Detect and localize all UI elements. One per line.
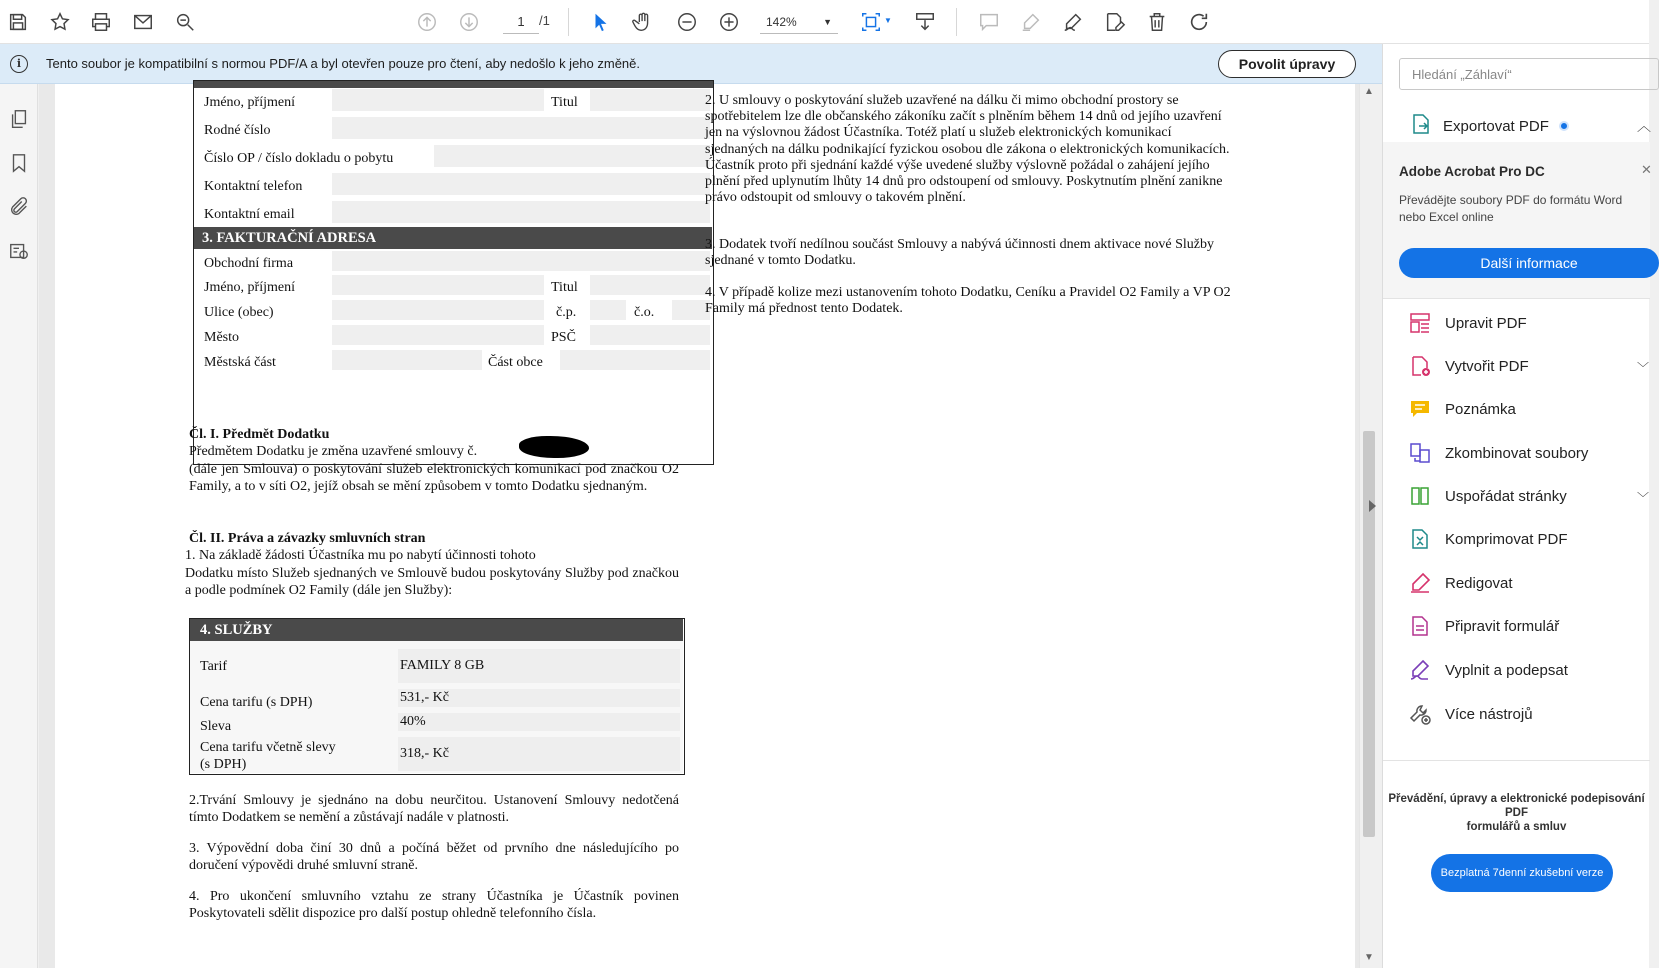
- tool-edit-pdf[interactable]: [1407, 310, 1527, 336]
- form-label: Titul: [551, 280, 578, 295]
- notice-message: Tento soubor je kompatibilní s normou PDF/A a byl otevřen pouze pro čtení, aby nedošlo k jeho změně.: [46, 56, 641, 71]
- tools-pane: [1382, 44, 1652, 968]
- tool-label: Komprimovat PDF: [1445, 530, 1568, 548]
- email-field[interactable]: [332, 201, 710, 223]
- tool-label: Vytvořit PDF: [1445, 357, 1529, 375]
- paragraph-duration: 2.Trvání Smlouvy je sjednáno na dobu neurčitou. Ustanovení Smlouvy nedotčená tímto Dodatkem se nemění a zůstávají nadále v platnosti.: [189, 793, 679, 825]
- form-label: Kontaktní telefon: [204, 179, 303, 194]
- article-2-line: 1. Na základě žádosti Účastníka mu po nabytí účinnosti tohoto: [185, 548, 536, 563]
- pdf-page: [55, 84, 1355, 968]
- section-title-services: 4. SLUŽBY: [190, 619, 683, 641]
- bookmark-star-icon[interactable]: [46, 8, 74, 36]
- company-field[interactable]: [332, 251, 710, 271]
- comment-icon: [1407, 396, 1433, 422]
- article-2-heading: Čl. II. Práva a závazky smluvních stran: [189, 531, 426, 546]
- create-pdf-icon: [1407, 353, 1433, 379]
- promo-card: [1383, 142, 1650, 298]
- scroll-up-arrow[interactable]: ▲: [1364, 86, 1374, 97]
- form-label: Jméno, příjmení: [204, 280, 295, 295]
- service-label: Cena tarifu včetně slevy: [200, 740, 336, 755]
- discount-value-cell: [398, 713, 680, 731]
- form-label: Ulice (obec): [204, 305, 274, 320]
- form-label: č.o.: [634, 305, 655, 320]
- draw-signature-icon[interactable]: [1059, 8, 1087, 36]
- highlight-pen-icon[interactable]: [1017, 8, 1045, 36]
- promo-description: Převádějte soubory PDF do formátu Word nebo Excel online: [1399, 193, 1623, 224]
- tool-organize-pages[interactable]: [1407, 483, 1567, 509]
- services-table: [189, 618, 685, 775]
- tool-combine-files[interactable]: [1407, 440, 1588, 466]
- document-scrollbar[interactable]: [1359, 84, 1377, 968]
- edit-pdf-icon: [1407, 310, 1433, 336]
- page-total: /1: [539, 13, 550, 28]
- promo-footer-text: [1383, 792, 1650, 834]
- previous-page-icon[interactable]: [413, 8, 441, 36]
- form-label: Městská část: [204, 355, 276, 370]
- service-label: (s DPH): [200, 757, 247, 772]
- tool-create-pdf[interactable]: [1407, 353, 1529, 379]
- chevron-down-icon: ▼: [823, 16, 832, 27]
- toolbar-divider: [568, 8, 569, 36]
- article-1-body: (dále jen Smlouva) o poskytování služeb elektronických komunikací pod značkou O2 Family, a to v síti O2, jejíž obsah se mění způsobem v tomto Dodatku sjednaným.: [189, 462, 679, 494]
- footer-line: formulářů a smluv: [1466, 821, 1567, 833]
- customer-form-table: [193, 80, 714, 465]
- birth-number-field[interactable]: [332, 117, 710, 139]
- section-title-billing: 3. FAKTURAČNÍ ADRESA: [194, 227, 712, 249]
- service-value: FAMILY 8 GB: [400, 658, 485, 673]
- new-badge-dot: [1559, 121, 1569, 131]
- zoom-value: 142%: [766, 14, 797, 29]
- form-label: Kontaktní email: [204, 207, 295, 222]
- signatures-panel-icon[interactable]: [6, 238, 32, 264]
- tool-label: Upravit PDF: [1445, 314, 1527, 332]
- city-part-field[interactable]: [560, 350, 710, 370]
- form-label: Rodné číslo: [204, 123, 271, 138]
- tool-compress-pdf[interactable]: [1407, 526, 1568, 552]
- house-number-field[interactable]: [590, 300, 626, 320]
- form-label: Obchodní firma: [204, 256, 294, 271]
- form-label: č.p.: [556, 305, 577, 320]
- save-icon[interactable]: [4, 8, 32, 36]
- page-number-input[interactable]: [503, 10, 539, 34]
- form-label: Část obce: [488, 355, 543, 370]
- right-paragraph-2: 2. U smlouvy o poskytování služeb uzavřené na dálku či mimo obchodní prostory se spotřebitelem lze dle občanského zákoníku začít s plněním během 14 dnů od jejího uzavření jen na výslovnou žádost Účastníka. Totéž platí u služeb elektronických komunikací sjednaných na dálku podnikající fyzickou osobou dle zákona o elektronických komunikacích. Účastník proto při sjednání každé výše uvedené služby výslovně požádal o zahájení jejího plnění před uplynutím lhůty 14 dnů pro odstoupení od smlouvy. Poskytnutím plnění zanikne právo odstoupit od smlouvy o takovém plnění.: [705, 93, 1230, 206]
- bookmarks-icon[interactable]: [6, 150, 32, 176]
- right-paragraph-3: 3. Dodatek tvoří nedílnou součást Smlouvy a nabývá účinnosti dnem aktivace nové Služby sjednané v tomto Dodatku.: [705, 237, 1214, 269]
- tool-redact[interactable]: [1407, 570, 1513, 596]
- email-icon[interactable]: [129, 8, 157, 36]
- street-field[interactable]: [332, 300, 544, 320]
- redact-icon: [1407, 570, 1433, 596]
- zoom-select[interactable]: [760, 10, 838, 34]
- redaction-mark: [519, 436, 589, 458]
- info-icon: i: [10, 55, 28, 73]
- left-navigation-rail: [0, 84, 38, 968]
- phone-field[interactable]: [332, 173, 710, 195]
- hand-tool-icon[interactable]: [629, 8, 657, 36]
- name-field[interactable]: [332, 89, 544, 111]
- select-cursor-icon[interactable]: [587, 8, 615, 36]
- footer-line: Převádění, úpravy a elektronické podepisování PDF: [1388, 793, 1645, 819]
- read-only-notice-bar: [0, 44, 1382, 84]
- main-toolbar: [0, 0, 1649, 44]
- compress-pdf-icon: [1407, 526, 1433, 552]
- id-number-field[interactable]: [434, 145, 710, 167]
- tool-label: Redigovat: [1445, 574, 1513, 592]
- chevron-down-icon[interactable]: ﹀: [1637, 491, 1650, 505]
- export-pdf-label: Exportovat PDF: [1443, 117, 1549, 135]
- service-value: 531,- Kč: [400, 690, 449, 705]
- tool-prepare-form[interactable]: [1407, 613, 1559, 639]
- export-pdf-item[interactable]: [1409, 112, 1569, 140]
- scroll-down-arrow[interactable]: ▼: [1364, 952, 1374, 963]
- tool-label: Vyplnit a podepsat: [1445, 661, 1568, 679]
- enable-editing-button[interactable]: Povolit úpravy: [1218, 50, 1356, 78]
- fill-sign-icon: [1407, 657, 1433, 683]
- tool-label: Zkombinovat soubory: [1445, 444, 1589, 462]
- city-field[interactable]: [332, 325, 544, 345]
- zoom-in-icon[interactable]: [715, 8, 743, 36]
- rotate-icon[interactable]: [1185, 8, 1213, 36]
- tools-search-input[interactable]: Hledání „Záhlaví“: [1399, 58, 1659, 90]
- form-label: Jméno, příjmení: [204, 95, 295, 110]
- next-page-icon[interactable]: [455, 8, 483, 36]
- free-trial-button[interactable]: Bezplatná 7denní zkušební verze: [1431, 854, 1613, 892]
- close-icon[interactable]: ✕: [1641, 162, 1652, 177]
- postal-code-field[interactable]: [590, 325, 710, 345]
- service-label: Cena tarifu (s DPH): [200, 695, 313, 710]
- scroll-thumb[interactable]: [1363, 431, 1375, 837]
- article-1-line: Předmětem Dodatku je změna uzavřené smlouvy č.: [189, 444, 478, 459]
- section-header-strip: [194, 81, 713, 88]
- title-field[interactable]: [590, 89, 710, 111]
- tool-label: Připravit formulář: [1445, 617, 1560, 635]
- scroll-mode-icon[interactable]: [911, 8, 939, 36]
- form-label: Titul: [551, 95, 578, 110]
- delete-icon[interactable]: [1143, 8, 1171, 36]
- right-paragraph-4: 4. V případě kolize mezi ustanovením tohoto Dodatku, Ceníku a Pravidel O2 Family a VP O2 Family má přednost tento Dodatek.: [705, 285, 1231, 317]
- page-display-icon[interactable]: [857, 8, 885, 36]
- billing-title-field[interactable]: [590, 275, 710, 295]
- chevron-up-icon[interactable]: ︿: [1637, 118, 1651, 134]
- collapse-right-panel-arrow[interactable]: [1369, 500, 1376, 512]
- more-tools-icon: [1407, 701, 1433, 727]
- tool-label: Více nástrojů: [1445, 705, 1533, 723]
- print-icon[interactable]: [87, 8, 115, 36]
- chevron-down-icon[interactable]: ▼: [884, 16, 892, 25]
- service-label: Tarif: [200, 659, 228, 674]
- form-label: Číslo OP / číslo dokladu o pobytu: [204, 151, 394, 166]
- panel-divider: [1383, 298, 1650, 299]
- tool-more-tools[interactable]: [1407, 701, 1533, 727]
- fill-sign-icon[interactable]: [1101, 8, 1129, 36]
- chevron-down-icon[interactable]: ﹀: [1637, 361, 1650, 375]
- organize-pages-icon: [1407, 483, 1433, 509]
- panel-divider: [1383, 760, 1650, 761]
- billing-name-field[interactable]: [332, 275, 544, 295]
- tool-comment[interactable]: [1407, 396, 1516, 422]
- district-field[interactable]: [332, 350, 482, 370]
- page-thumbnails-icon[interactable]: [6, 106, 32, 132]
- comment-icon[interactable]: [975, 8, 1003, 36]
- attachments-icon[interactable]: [6, 194, 32, 220]
- export-pdf-icon: [1409, 112, 1433, 140]
- zoom-out-icon[interactable]: [673, 8, 701, 36]
- article-1-heading: Čl. I. Předmět Dodatku: [189, 427, 330, 442]
- tool-label: Poznámka: [1445, 400, 1516, 418]
- form-label: PSČ: [551, 330, 576, 345]
- paragraph-notice-period: 3. Výpovědní doba činí 30 dnů a počíná běžet od prvního dne následujícího po doručení výpovědi druhé smluvní straně.: [189, 841, 679, 873]
- tool-fill-sign[interactable]: [1407, 657, 1568, 683]
- service-value: 318,- Kč: [400, 746, 449, 761]
- combine-files-icon: [1407, 440, 1433, 466]
- paragraph-termination: 4. Pro ukončení smluvního vztahu ze strany Účastníka je Účastník povinen Poskytovateli sdělit dispozice pro další postup ohledně telefonního čísla.: [189, 889, 679, 921]
- prepare-form-icon: [1407, 613, 1433, 639]
- promo-title: Adobe Acrobat Pro DC: [1399, 164, 1545, 179]
- service-value: 40%: [400, 714, 426, 729]
- toolbar-divider: [956, 8, 957, 36]
- tool-label: Uspořádat stránky: [1445, 487, 1567, 505]
- learn-more-button[interactable]: Další informace: [1399, 248, 1659, 278]
- article-2-body: Dodatku místo Služeb sjednaných ve Smlouvě budou poskytovány Služby pod značkou a podle podmínek O2 Family (dále jen Služby):: [185, 566, 679, 598]
- form-label: Město: [204, 330, 239, 345]
- service-label: Sleva: [200, 719, 232, 734]
- document-viewport: [39, 84, 1359, 968]
- search-zoom-icon[interactable]: [171, 8, 199, 36]
